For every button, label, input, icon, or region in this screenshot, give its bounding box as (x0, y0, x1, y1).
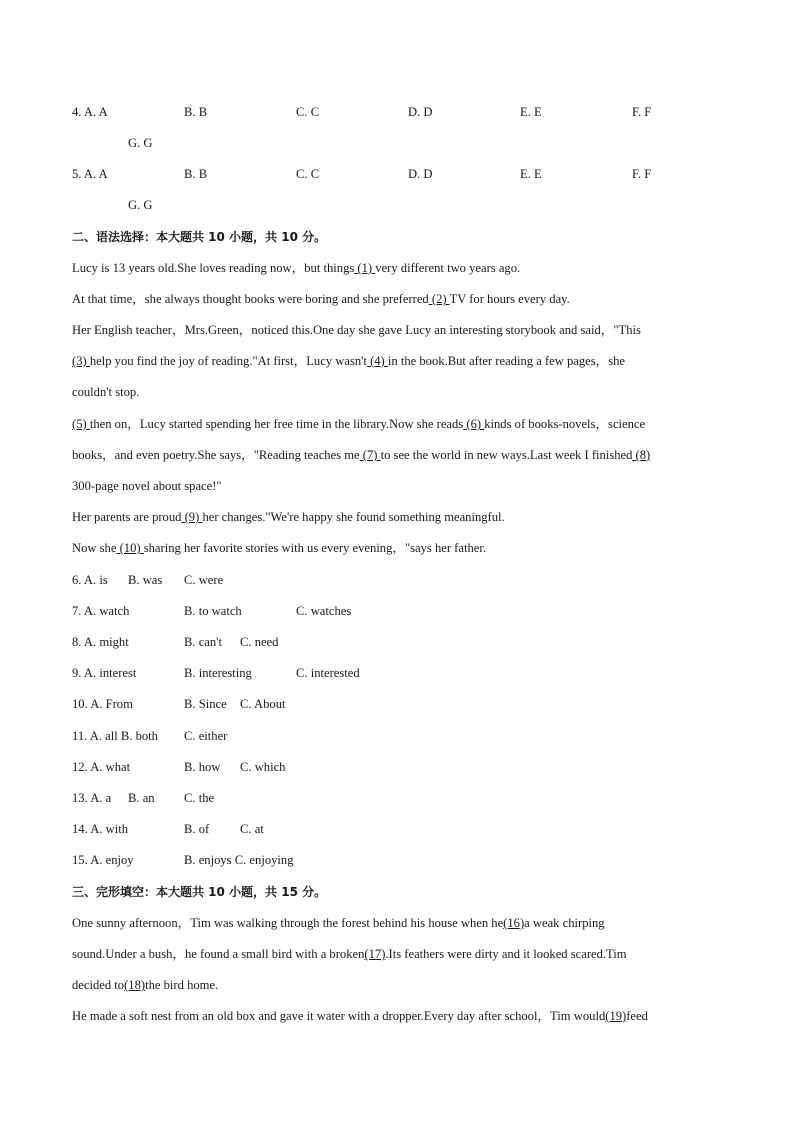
text: One sunny afternoon，Tim was walking through the forest behind his house when he (72, 916, 504, 930)
passage-2-line-9 (72, 509, 505, 525)
passage-2-line-8: 300-page novel about space!" (72, 479, 222, 493)
option-c: C. which (240, 760, 286, 774)
option-c: C. watches (296, 604, 352, 618)
text: feed (626, 1009, 648, 1023)
option-e: E. E (520, 167, 542, 181)
question-number: 6. (72, 573, 82, 587)
blank-18: (18) (124, 978, 146, 992)
passage-3-line-3 (72, 977, 218, 993)
option-b: B. B (184, 105, 208, 119)
option-g: G. G (128, 198, 153, 212)
option-c: C. interested (296, 666, 360, 680)
question-number: 8. (72, 635, 82, 649)
option-a: A. A (83, 105, 108, 119)
text: help you find the joy of reading."At first，Lucy wasn't (89, 354, 367, 368)
question-number: 11. (72, 729, 88, 743)
blank-6: (6) (463, 417, 485, 431)
option-a: A. From (90, 697, 133, 711)
option-b: B. B (184, 167, 208, 181)
option-f: F. F (632, 167, 652, 181)
option-b (184, 852, 294, 868)
question-13-row (72, 790, 111, 806)
question-number: 12. (72, 760, 88, 774)
question-number: 15. (72, 853, 88, 867)
blank-3: (3) (72, 354, 90, 368)
passage-2-line-7 (72, 447, 650, 463)
passage-2-line-5: couldn't stop. (72, 385, 140, 399)
text: then on，Lucy started spending her free time in the library.Now she reads (89, 417, 464, 431)
passage-3-line-2 (72, 946, 627, 962)
question-14-row (72, 821, 128, 837)
text: Lucy is 13 years old.She loves reading now，but things (72, 261, 355, 275)
option-b: B. an (128, 791, 155, 805)
text: TV for hours every day. (449, 292, 570, 306)
option-c: C. need (240, 635, 279, 649)
question-number: 13. (72, 791, 88, 805)
question-6-row (72, 572, 108, 588)
text: her changes."We're happy she found something meaningful. (202, 510, 505, 524)
question-4-row (72, 104, 108, 120)
option-a: A. a (90, 791, 112, 805)
section-2-heading: 二、语法选择：本大题共 10 小题，共 10 分。 (72, 230, 327, 244)
option-b: B. both (120, 729, 158, 743)
blank-8: (8) (632, 448, 651, 462)
text: decided to (72, 978, 125, 992)
question-11-row (72, 728, 158, 744)
text: Now she (72, 541, 117, 555)
question-10-row (72, 696, 133, 712)
option-a: A. watch (83, 604, 130, 618)
question-number: 5. (72, 167, 82, 181)
text: He made a soft nest from an old box and gave it water with a dropper.Every day after school，Tim would (72, 1009, 606, 1023)
option-c: C. at (240, 822, 264, 836)
option-b-text: B. enjoys (184, 853, 232, 867)
text: At that time，she always thought books were boring and she preferred (72, 292, 429, 306)
text: sharing her favorite stories with us every evening，"says her father. (143, 541, 486, 555)
option-c: C. the (184, 791, 215, 805)
question-number: 9. (72, 666, 82, 680)
option-c: C. enjoying (234, 853, 294, 867)
blank-1: (1) (354, 261, 376, 275)
option-c: C. C (296, 105, 320, 119)
option-d: D. D (408, 167, 433, 181)
question-number: 10. (72, 697, 88, 711)
question-number: 14. (72, 822, 88, 836)
passage-3-line-1 (72, 915, 605, 931)
text: sound.Under a bush，he found a small bird with a broken (72, 947, 365, 961)
blank-10: (10) (116, 541, 144, 555)
passage-3-line-4 (72, 1008, 648, 1024)
question-number: 7. (72, 604, 82, 618)
blank-16: (16) (503, 916, 525, 930)
text: .Its feathers were dirty and it looked scared.Tim (385, 947, 627, 961)
option-a: A. is (83, 573, 108, 587)
text: very different two years ago. (375, 261, 521, 275)
blank-9: (9) (181, 510, 203, 524)
option-b: B. was (128, 573, 163, 587)
option-c: C. C (296, 167, 320, 181)
option-b: B. how (184, 760, 221, 774)
option-b: B. Since (184, 697, 227, 711)
text: books，and even poetry.She says，"Reading teaches me (72, 448, 360, 462)
passage-2-line-3: Her English teacher，Mrs.Green，noticed this.One day she gave Lucy an interesting storybook and said，"This (72, 323, 641, 337)
passage-2-line-10 (72, 540, 486, 556)
text: Her parents are proud (72, 510, 182, 524)
option-c: C. About (240, 697, 286, 711)
question-7-row (72, 603, 129, 619)
option-c: C. either (184, 729, 228, 743)
option-a: A. might (83, 635, 129, 649)
option-b: B. to watch (184, 604, 242, 618)
option-c: C. were (184, 573, 224, 587)
option-a: A. interest (83, 666, 137, 680)
option-f: F. F (632, 105, 652, 119)
blank-5: (5) (72, 417, 90, 431)
question-15-row (72, 852, 134, 868)
option-e: E. E (520, 105, 542, 119)
blank-7: (7) (359, 448, 381, 462)
section-3-heading: 三、完形填空：本大题共 10 小题，共 15 分。 (72, 885, 327, 899)
blank-2: (2) (428, 292, 450, 306)
option-a: A. enjoy (90, 853, 134, 867)
blank-19: (19) (605, 1009, 627, 1023)
option-g: G. G (128, 136, 153, 150)
blank-4: (4) (366, 354, 388, 368)
text: to see the world in new ways.Last week I finished (380, 448, 633, 462)
text: the bird home. (145, 978, 219, 992)
text: in the book.But after reading a few pages，she (387, 354, 626, 368)
option-b: B. of (184, 822, 210, 836)
option-b: B. can't (184, 635, 222, 649)
question-5-row (72, 166, 108, 182)
text: a weak chirping (524, 916, 605, 930)
passage-2-line-1 (72, 260, 520, 276)
passage-2-line-6 (72, 416, 645, 432)
option-a: A. with (90, 822, 128, 836)
option-a: A. all (89, 729, 118, 743)
passage-2-line-2 (72, 291, 570, 307)
question-12-row (72, 759, 130, 775)
text: kinds of books-novels，science (484, 417, 646, 431)
blank-17: (17) (364, 947, 386, 961)
question-number: 4. (72, 105, 82, 119)
option-d: D. D (408, 105, 433, 119)
question-8-row (72, 634, 129, 650)
option-a: A. A (83, 167, 108, 181)
question-9-row (72, 665, 136, 681)
passage-2-line-4 (72, 353, 625, 369)
option-b: B. interesting (184, 666, 252, 680)
option-a: A. what (90, 760, 131, 774)
